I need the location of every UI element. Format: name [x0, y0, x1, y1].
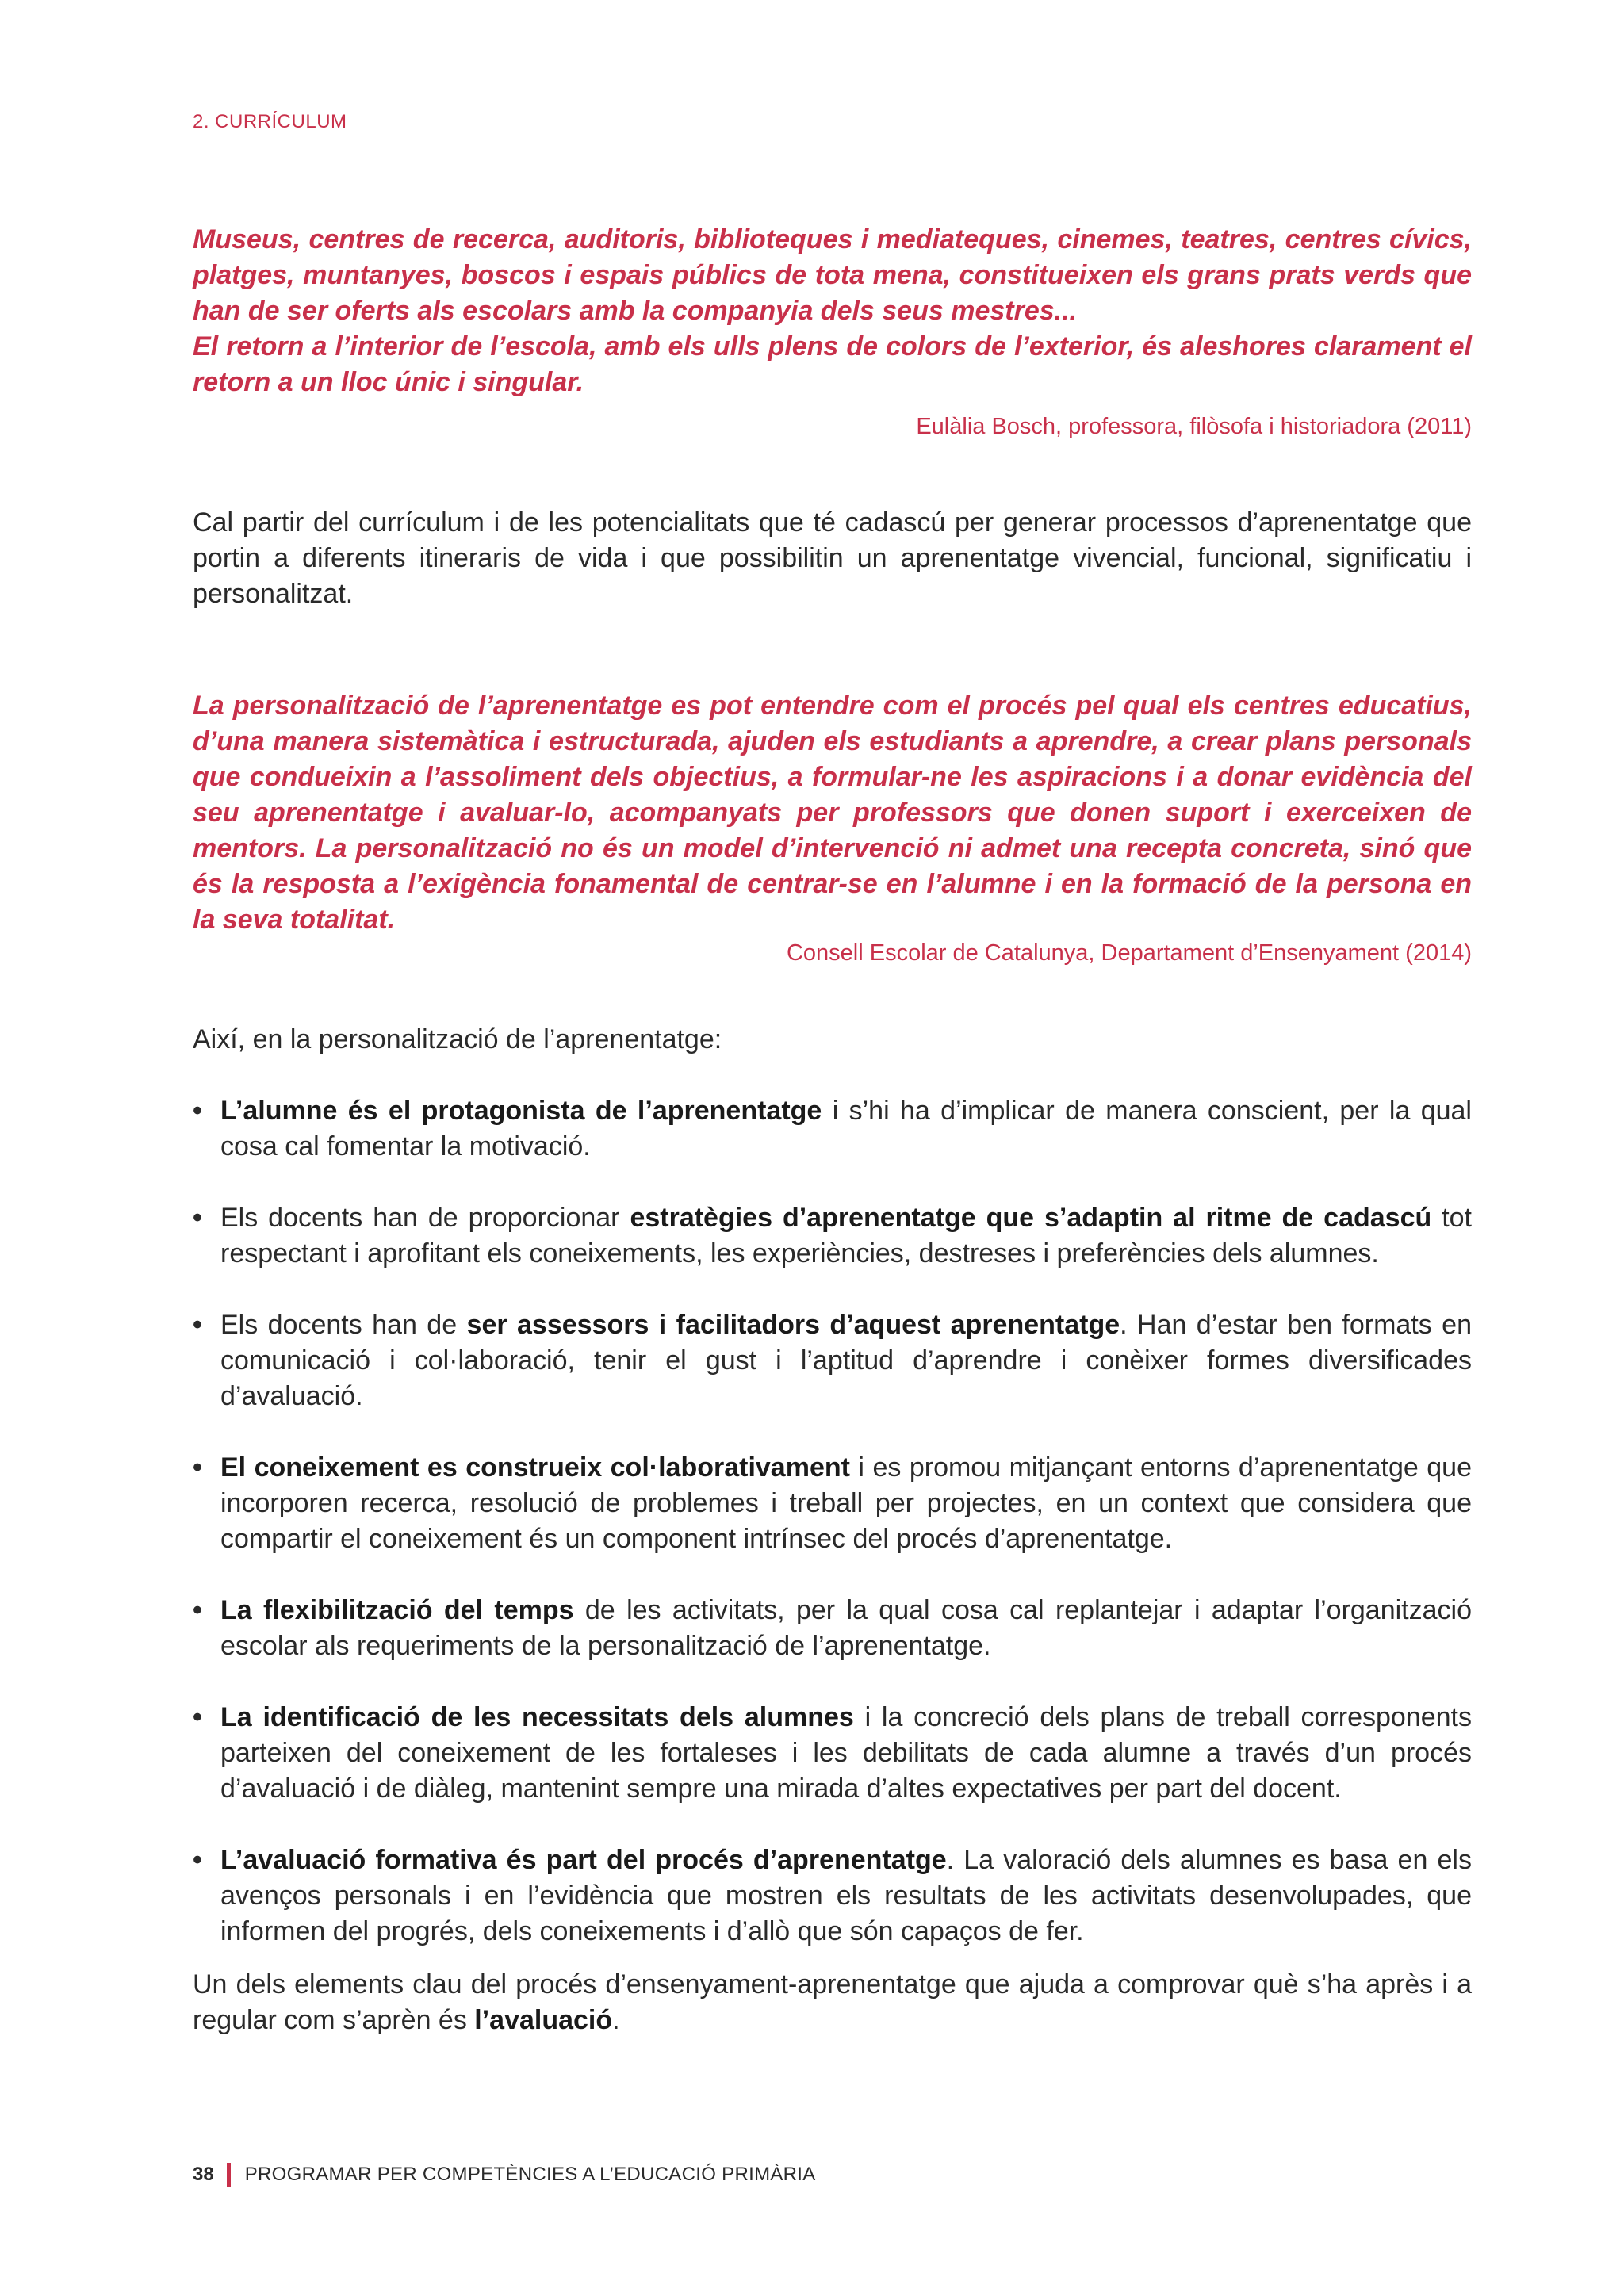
paragraph-intro: Així, en la personalització de l’aprenentatge:	[193, 1024, 722, 1054]
bullet-icon: •	[193, 1595, 202, 1625]
bullet-bold: estratègies d’aprenentatge que s’adaptin al ritme de cadascú	[630, 1203, 1432, 1233]
list-item: • El coneixement es construeix col·laborativament i es promou mitjançant entorns d’aprenentatge que incorporen recerca, resolució de problemes i treball per projectes, en un context que considera que compartir el coneixement és un component intrínsec del procés d’aprenentatge.	[193, 1450, 1472, 1557]
page-footer	[193, 2163, 816, 2187]
quote-bosch-text-b: El retorn a l’interior de l’escola, amb els ulls plens de colors de l’exterior, és aleshores clarament el retorn a un lloc únic i singular.	[193, 331, 1472, 397]
list-item: • Els docents han de ser assessors i facilitadors d’aquest aprenentatge. Han d’estar ben formats en comunicació i col·laboració, tenir el gust i l’aptitud d’aprendre i conèixer formes diversificades d’avaluació.	[193, 1307, 1472, 1414]
quote-bosch-text-a: Museus, centres de recerca, auditoris, biblioteques i mediateques, cinemes, teatres, centres cívics, platges, muntanyes, boscos i espais públics de tota mena, constitueixen els grans prats verds que han de ser oferts als escolars amb la companyia dels seus mestres...	[193, 224, 1472, 326]
quote-bosch-attribution: Eulàlia Bosch, professora, filòsofa i historiadora (2011)	[916, 414, 1472, 439]
bullet-bold: La flexibilització del temps	[220, 1595, 574, 1625]
quote-consell	[193, 688, 1472, 938]
list-item: • L’alumne és el protagonista de l’aprenentatge i s’hi ha d’implicar de manera conscient, per la qual cosa cal fomentar la motivació.	[193, 1093, 1472, 1165]
bullet-icon: •	[193, 1845, 202, 1875]
bullet-bold: L’avaluació formativa és part del procés d’aprenentatge	[220, 1845, 947, 1875]
paragraph-curriculum: Cal partir del currículum i de les potencialitats que té cadascú per generar processos d’aprenentatge que portin a diferents itineraris de vida i que possibilitin un aprenentatge vivencial, funcional, significatiu i personalitzat.	[193, 507, 1472, 609]
footer-title: PROGRAMAR PER COMPETÈNCIES A L’EDUCACIÓ PRIMÀRIA	[244, 2164, 816, 2185]
closing-bold: l’avaluació	[474, 2005, 613, 2035]
bullet-list	[193, 1093, 1472, 1950]
list-item: • La flexibilització del temps de les activitats, per la qual cosa cal replantejar i adaptar l’organització escolar als requeriments de la personalització de l’aprenentatge.	[193, 1593, 1472, 1664]
bullet-icon: •	[193, 1096, 202, 1126]
bullet-icon: •	[193, 1203, 202, 1233]
list-item: • L’avaluació formativa és part del procés d’aprenentatge. La valoració dels alumnes es basa en els avenços personals i en l’evidència que mostren els resultats de les activitats desenvolupades, que informen del progrés, dels coneixements i d’allò que són capaços de fer.	[193, 1843, 1472, 1950]
bullet-bold: La identificació de les necessitats dels alumnes	[220, 1702, 854, 1732]
bullet-bold: ser assessors i facilitadors d’aquest aprenentatge	[466, 1310, 1120, 1340]
section-label: 2. CURRÍCULUM	[193, 111, 347, 132]
quote-consell-attribution: Consell Escolar de Catalunya, Departament d’Ensenyament (2014)	[786, 940, 1472, 966]
bullet-icon: •	[193, 1310, 202, 1340]
list-item: • Els docents han de proporcionar estratègies d’aprenentatge que s’adaptin al ritme de cadascú tot respectant i aprofitant els coneixements, les experiències, destreses i preferències dels alumnes.	[193, 1200, 1472, 1272]
main-content	[193, 222, 1472, 2038]
paragraph-closing: Un dels elements clau del procés d’ensenyament-aprenentatge que ajuda a comprovar què s’ha après i a regular com s’aprèn és l’avaluació.	[193, 1969, 1472, 2035]
footer-divider	[227, 2163, 231, 2187]
bullet-bold: El coneixement es construeix col·laborativament	[220, 1452, 850, 1483]
bullet-icon: •	[193, 1702, 202, 1732]
quote-consell-text: La personalització de l’aprenentatge es pot entendre com el procés pel qual els centres educatius, d’una manera sistemàtica i estructurada, ajuden els estudiants a aprendre, a crear plans personals que condueixin a l’assoliment dels objectius, a formular-ne les aspiracions i a donar evidència del seu aprenentatge i avaluar-lo, acompanyats per professors que donen suport i exerceixen de mentors. La personalització no és un model d’intervenció ni admet una recepta concreta, sinó que és la resposta a l’exigència fonamental de centrar-se en l’alumne i en la formació de la persona en la seva totalitat.	[193, 691, 1472, 935]
quote-bosch	[193, 222, 1472, 400]
page-number: 38	[193, 2164, 214, 2185]
list-item: • La identificació de les necessitats dels alumnes i la concreció dels plans de treball corresponents parteixen del coneixement de les fortaleses i les debilitats de cada alumne a través d’un procés d’avaluació i de diàleg, mantenint sempre una mirada d’altes expectatives per part del docent.	[193, 1700, 1472, 1807]
bullet-icon: •	[193, 1452, 202, 1483]
bullet-bold: L’alumne és el protagonista de l’aprenentatge	[220, 1096, 822, 1126]
